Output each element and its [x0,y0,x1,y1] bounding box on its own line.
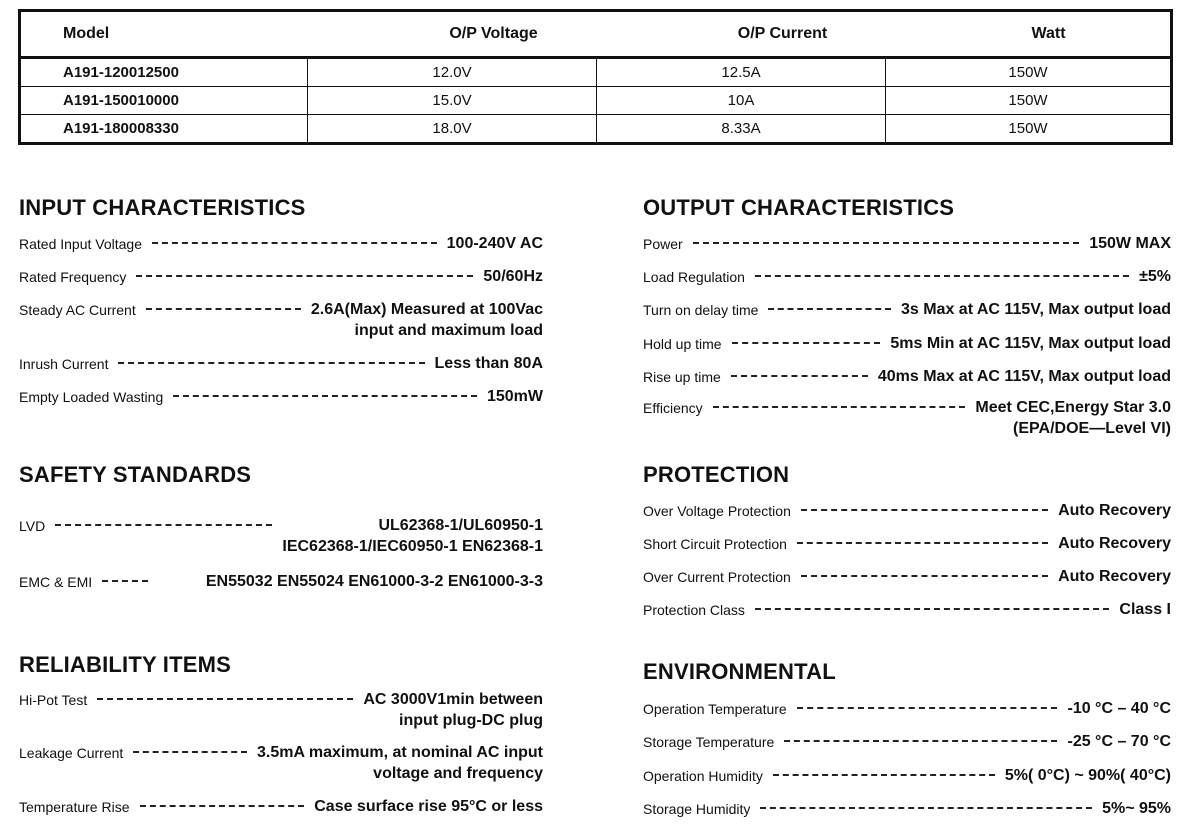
cell-watt: 150W [885,59,1170,86]
table-row [21,87,1170,115]
protection-title: PROTECTION [643,462,790,487]
environmental-title: ENVIRONMENTAL [643,659,836,684]
spec-label: EMC & EMI [19,574,93,590]
spec-label: Operation Temperature [643,701,787,717]
spec-operation-humidity [643,765,1171,787]
spec-empty-loaded-wasting [19,386,543,408]
spec-label: Turn on delay time [643,302,759,318]
spec-inrush-current [19,353,543,375]
cell-model: A191-120012500 [63,64,179,81]
spec-turn-on-delay [643,299,1171,321]
spec-value: Auto Recovery [1058,535,1171,552]
leader-dots [768,299,891,310]
spec-label: Inrush Current [19,356,109,372]
model-table-header [21,12,1170,59]
spec-value: AC 3000V1min between input plug-DC plug [363,691,543,729]
output-characteristics-title: OUTPUT CHARACTERISTICS [643,195,955,220]
spec-over-current-protection [643,566,1171,588]
spec-protection-class [643,599,1171,621]
spec-rated-frequency [19,266,543,288]
spec-value: 5%( 0°C) ~ 90%( 40°C) [1004,767,1171,784]
leader-dots [755,599,1109,610]
leader-dots [55,515,272,526]
leader-dots [118,353,424,364]
cell-voltage: 12.0V [307,59,596,86]
spec-label: Steady AC Current [19,302,136,318]
leader-dots [152,233,437,244]
spec-storage-temperature [643,731,1171,753]
spec-label: Rated Frequency [19,269,127,285]
spec-leakage-current [19,742,543,784]
leader-dots [140,796,305,807]
spec-value: 40ms Max at AC 115V, Max output load [877,368,1171,385]
spec-label: Hold up time [643,336,722,352]
spec-load-regulation [643,266,1171,288]
spec-value: 150mW [486,388,543,405]
reliability-items-title: RELIABILITY ITEMS [19,652,232,677]
spec-value: ±5% [1139,268,1171,285]
spec-value: Case surface rise 95°C or less [314,798,543,815]
spec-label: Load Regulation [643,269,745,285]
spec-value: -10 °C – 40 °C [1067,700,1171,717]
cell-current: 12.5A [596,59,885,86]
spec-value: -25 °C – 70 °C [1067,733,1171,750]
header-current: O/P Current [737,25,828,42]
model-table [18,9,1173,145]
cell-watt: 150W [885,87,1170,114]
spec-value: Auto Recovery [1058,502,1171,519]
cell-voltage: 15.0V [307,87,596,114]
spec-value: 2.6A(Max) Measured at 100Vac input and maximum load [310,301,543,339]
header-voltage: O/P Voltage [449,25,538,42]
spec-rise-up-time [643,366,1171,388]
spec-hold-up-time [643,333,1171,355]
spec-value: 100-240V AC [446,235,543,252]
safety-standards-title: SAFETY STANDARDS [19,462,252,487]
spec-label: Power [643,236,683,252]
cell-model: A191-150010000 [63,92,179,109]
leader-dots [797,533,1048,544]
spec-value: 50/60Hz [483,268,543,285]
spec-short-circuit-protection [643,533,1171,555]
spec-value: Auto Recovery [1058,568,1171,585]
table-row [21,59,1170,87]
spec-label: Protection Class [643,602,745,618]
spec-label: Operation Humidity [643,768,763,784]
spec-label: Efficiency [643,400,703,416]
spec-label: Over Voltage Protection [643,503,791,519]
input-characteristics-title: INPUT CHARACTERISTICS [19,195,306,220]
cell-model: A191-180008330 [63,120,179,137]
spec-label: Hi-Pot Test [19,692,88,708]
leader-dots [693,233,1080,244]
leader-dots [731,366,868,377]
spec-value: 5ms Min at AC 115V, Max output load [890,335,1171,352]
leader-dots [732,333,881,344]
spec-rated-input-voltage [19,233,543,255]
leader-dots [773,765,995,776]
leader-dots [136,266,473,277]
header-model: Model [63,25,110,42]
spec-storage-humidity [643,798,1171,820]
spec-lvd [19,515,543,557]
cell-watt: 150W [885,115,1170,142]
spec-temperature-rise [19,796,543,818]
spec-label: LVD [19,518,46,534]
leader-dots [797,698,1058,709]
spec-label: Over Current Protection [643,569,791,585]
spec-value: 3s Max at AC 115V, Max output load [900,301,1171,318]
spec-value: Meet CEC,Energy Star 3.0 (EPA/DOE—Level VI) [975,399,1171,437]
leader-dots [133,742,247,753]
table-row [21,115,1170,142]
spec-value: 150W MAX [1089,235,1171,252]
spec-steady-ac-current [19,299,543,341]
leader-dots [784,731,1057,742]
spec-value: UL62368-1/UL60950-1 IEC62368-1/IEC60950-1 EN62368-1 [282,517,543,555]
cell-current: 10A [596,87,885,114]
spec-label: Rated Input Voltage [19,236,142,252]
spec-label: Leakage Current [19,745,124,761]
spec-emc-emi [19,571,543,593]
spec-label: Storage Humidity [643,801,751,817]
spec-label: Storage Temperature [643,734,775,750]
spec-over-voltage-protection [643,500,1171,522]
leader-dots [760,798,1092,809]
leader-dots [801,500,1048,511]
leader-dots [97,689,353,700]
spec-operation-temperature [643,698,1171,720]
spec-value: Class I [1119,601,1171,618]
header-watt: Watt [1031,25,1066,42]
leader-dots [801,566,1048,577]
cell-voltage: 18.0V [307,115,596,142]
spec-label: Short Circuit Protection [643,536,787,552]
leader-dots [755,266,1129,277]
spec-value: 5%~ 95% [1102,800,1171,817]
leader-dots [173,386,477,397]
spec-label: Empty Loaded Wasting [19,389,164,405]
spec-value: EN55032 EN55024 EN61000-3-2 EN61000-3-3 [205,573,543,590]
spec-value: 3.5mA maximum, at nominal AC input voltage and frequency [257,744,543,782]
leader-dots [146,299,301,310]
leader-dots [102,571,148,582]
spec-label: Temperature Rise [19,799,130,815]
spec-value: Less than 80A [434,355,543,372]
spec-efficiency [643,397,1171,439]
cell-current: 8.33A [596,115,885,142]
spec-hi-pot-test [19,689,543,731]
leader-dots [713,397,966,408]
spec-power [643,233,1171,255]
spec-label: Rise up time [643,369,721,385]
